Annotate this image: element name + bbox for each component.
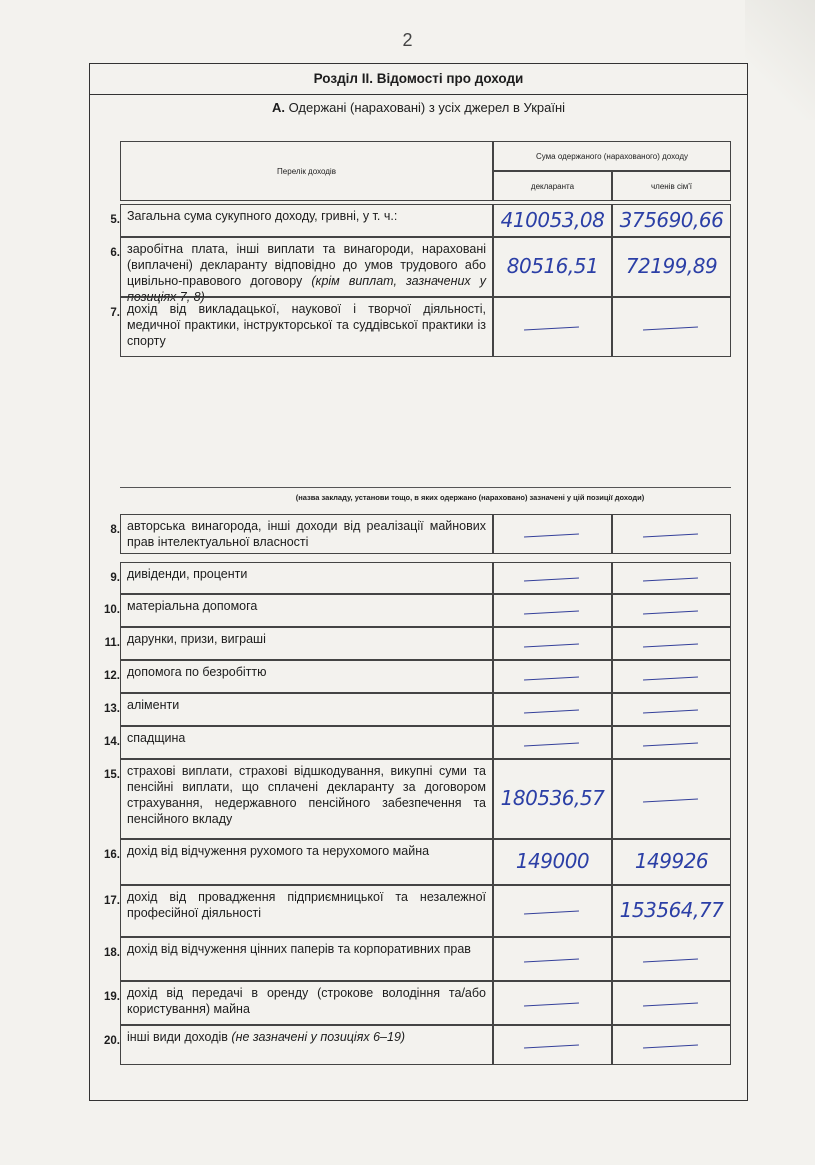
row-number: 17. <box>104 895 120 907</box>
empty-dash-text <box>643 320 644 321</box>
row-label-text: дохід від відчуження рухомого та нерухомого майна <box>127 844 430 858</box>
handwritten-amount: 149926 <box>634 849 709 873</box>
row-label-text: дарунки, призи, виграші <box>127 632 266 646</box>
family-value-cell <box>612 726 731 759</box>
row7-note: (назва закладу, установи тощо, в яких одержано (нараховано) зазначені у цій позиції доходи) <box>295 493 645 502</box>
family-value-cell <box>612 562 731 594</box>
row-label-text: Загальна сума сукупного доходу, гривні, у т. ч.: <box>127 209 398 223</box>
row-label <box>120 204 493 237</box>
empty-dash <box>643 743 698 747</box>
empty-dash-text <box>643 670 644 671</box>
row-label-text: аліменти <box>127 698 180 712</box>
row-number: 10. <box>104 604 120 616</box>
row-number: 13. <box>104 703 120 715</box>
row-number: 9. <box>110 572 120 584</box>
declarant-value-cell <box>493 627 612 660</box>
row-label-text: страхові виплати, страхові відшкодування, викупні суми та пенсійні виплати, що сплачені декларанту за договором страхування, недержавного пенсійного забезпечення та пенсійного вкладу <box>127 764 486 826</box>
empty-dash <box>524 911 579 915</box>
row-label <box>120 885 493 937</box>
empty-dash <box>524 534 579 538</box>
declarant-value-cell <box>493 981 612 1025</box>
empty-dash <box>643 677 698 681</box>
declarant-value-cell <box>493 693 612 726</box>
row-number: 16. <box>104 849 120 861</box>
empty-dash-text <box>524 571 525 572</box>
empty-dash-text <box>643 1038 644 1039</box>
table-row <box>90 627 749 660</box>
table-row <box>90 660 749 693</box>
empty-dash-text <box>524 952 525 953</box>
row-number: 6. <box>110 247 120 259</box>
row-label <box>120 562 493 594</box>
row-number: 19. <box>104 991 120 1003</box>
section-title: Розділ ІІ. Відомості про доходи <box>90 64 747 95</box>
row-label-text: інші види доходів <box>127 1030 228 1044</box>
empty-dash-text <box>643 996 644 997</box>
row-label-italic: (крім виплат, зазначених у позиціях 7, 8) <box>127 274 486 304</box>
declarant-value-cell <box>493 297 612 357</box>
row-label-text: матеріальна допомога <box>127 599 258 613</box>
row-label <box>120 839 493 885</box>
empty-dash-text <box>524 996 525 997</box>
family-value-cell <box>612 693 731 726</box>
table-row <box>90 937 749 981</box>
row-label <box>120 297 493 357</box>
family-value-cell <box>612 885 731 937</box>
row-label-text: заробітна плата, інші виплати та винагороди, нараховані (виплачені) декларанту відповідно до умов трудового або цивільно-правового договору <box>127 242 486 288</box>
row-label-text: дохід від провадження підприємницької та незалежної професійної діяльності <box>127 890 486 920</box>
empty-dash-text <box>643 527 644 528</box>
note-underline <box>120 487 731 488</box>
declarant-value-cell <box>493 885 612 937</box>
empty-dash <box>643 799 698 803</box>
declarant-value-cell <box>493 759 612 839</box>
declarant-value-cell <box>493 562 612 594</box>
row-label <box>120 660 493 693</box>
row-label <box>120 726 493 759</box>
empty-dash <box>643 327 698 331</box>
handwritten-amount: 149000 <box>515 849 590 873</box>
declarant-value-cell <box>493 726 612 759</box>
table-row <box>90 759 749 839</box>
family-value-cell <box>612 297 731 357</box>
empty-dash <box>643 1003 698 1007</box>
row-number: 8. <box>110 524 120 536</box>
row-number: 12. <box>104 670 120 682</box>
empty-dash-text <box>524 637 525 638</box>
empty-dash <box>524 677 579 681</box>
row-label-text: дохід від відчуження цінних паперів та корпоративних прав <box>127 942 471 956</box>
family-value-cell <box>612 981 731 1025</box>
empty-dash-text <box>643 703 644 704</box>
declarant-value-cell <box>493 937 612 981</box>
empty-dash-text <box>643 952 644 953</box>
subsection-text: Одержані (нараховані) з усіх джерел в Україні <box>288 100 566 115</box>
empty-dash <box>643 578 698 582</box>
empty-dash <box>524 1045 579 1049</box>
table-row <box>90 693 749 726</box>
row-label <box>120 514 493 554</box>
family-value-cell <box>612 627 731 660</box>
row-number: 7. <box>110 307 120 319</box>
header-declarant: декларанта <box>493 171 612 201</box>
row-label <box>120 759 493 839</box>
empty-dash <box>524 1003 579 1007</box>
empty-dash <box>643 611 698 615</box>
family-value-cell <box>612 237 731 297</box>
row-label-text: дохід від передачі в оренду (строкове володіння та/або користування) майна <box>127 986 486 1016</box>
empty-dash-text <box>524 670 525 671</box>
row-number: 18. <box>104 947 120 959</box>
handwritten-amount: 72199,89 <box>625 254 718 278</box>
empty-dash <box>524 327 579 331</box>
row-label-text: допомога по безробіттю <box>127 665 267 679</box>
scan-shadow <box>745 0 815 120</box>
family-value-cell <box>612 204 731 237</box>
header-income-list: Перелік доходів <box>120 141 493 201</box>
empty-dash-text <box>643 736 644 737</box>
declarant-value-cell <box>493 594 612 627</box>
empty-dash-text <box>643 571 644 572</box>
table-row <box>90 237 749 304</box>
row-label-text: спадщина <box>127 731 186 745</box>
empty-dash <box>524 959 579 963</box>
empty-dash-text <box>524 1038 525 1039</box>
empty-dash-text <box>524 604 525 605</box>
header-family: членів сім'ї <box>612 171 731 201</box>
table-row <box>90 885 749 937</box>
empty-dash-text <box>524 703 525 704</box>
row-label-text: дохід від викладацької, наукової і творчої діяльності, медичної практики, інструкторської та суддівської практики із спорту <box>127 302 486 348</box>
row-label <box>120 693 493 726</box>
row-label <box>120 981 493 1025</box>
empty-dash <box>643 1045 698 1049</box>
section-frame <box>89 63 748 1101</box>
family-value-cell <box>612 514 731 554</box>
declarant-value-cell <box>493 660 612 693</box>
row-label <box>120 627 493 660</box>
table-row <box>90 1025 749 1065</box>
family-value-cell <box>612 839 731 885</box>
subsection-letter: А. <box>271 100 285 115</box>
empty-dash-text <box>524 320 525 321</box>
handwritten-amount: 80516,51 <box>506 254 599 278</box>
declarant-value-cell <box>493 204 612 237</box>
handwritten-amount: 375690,66 <box>619 208 724 232</box>
table-row <box>90 981 749 1025</box>
declarant-value-cell <box>493 839 612 885</box>
row-label <box>120 594 493 627</box>
empty-dash-text <box>643 637 644 638</box>
table-row <box>90 562 749 594</box>
row-label <box>120 1025 493 1065</box>
empty-dash <box>524 578 579 582</box>
empty-dash-text <box>524 736 525 737</box>
row-label-italic: (не зазначені у позиціях 6–19) <box>231 1030 406 1044</box>
declarant-value-cell <box>493 1025 612 1065</box>
row-number: 20. <box>104 1035 120 1047</box>
declarant-value-cell <box>493 514 612 554</box>
empty-dash-text <box>643 792 644 793</box>
empty-dash <box>643 710 698 714</box>
empty-dash <box>524 710 579 714</box>
subsection-title <box>90 100 747 115</box>
family-value-cell <box>612 759 731 839</box>
handwritten-amount: 410053,08 <box>500 208 605 232</box>
row-number: 15. <box>104 769 120 781</box>
empty-dash <box>643 959 698 963</box>
empty-dash <box>524 644 579 648</box>
family-value-cell <box>612 594 731 627</box>
table-row <box>90 726 749 759</box>
row-label <box>120 237 493 304</box>
row-number: 5. <box>110 214 120 226</box>
table-row <box>90 839 749 885</box>
empty-dash <box>643 644 698 648</box>
table-row <box>90 204 749 237</box>
row-number: 11. <box>104 637 120 649</box>
row-label-text: авторська винагорода, інші доходи від реалізації майнових прав інтелектуальної власності <box>127 519 486 549</box>
family-value-cell <box>612 660 731 693</box>
row-label-text: дивіденди, проценти <box>127 567 248 581</box>
handwritten-amount: 153564,77 <box>619 898 724 922</box>
empty-dash-text <box>524 904 525 905</box>
table-row <box>90 297 749 357</box>
empty-dash-text <box>524 527 525 528</box>
table-row <box>90 594 749 627</box>
family-value-cell <box>612 937 731 981</box>
handwritten-amount: 180536,57 <box>500 786 605 810</box>
empty-dash <box>524 743 579 747</box>
empty-dash <box>524 611 579 615</box>
family-value-cell <box>612 1025 731 1065</box>
table-row <box>90 514 749 554</box>
empty-dash <box>643 534 698 538</box>
row-number: 14. <box>104 736 120 748</box>
row-label <box>120 937 493 981</box>
header-income-sum: Сума одержаного (нарахованого) доходу <box>493 141 731 171</box>
empty-dash-text <box>643 604 644 605</box>
declarant-value-cell <box>493 237 612 297</box>
page-number: 2 <box>402 30 413 50</box>
